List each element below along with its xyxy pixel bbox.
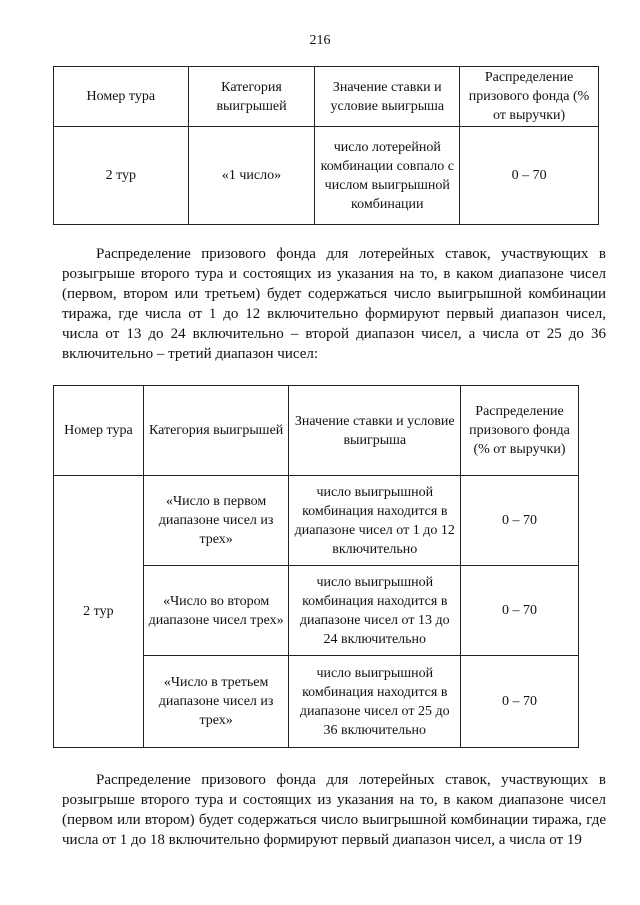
cell-category: «Число в третьем диапазоне чисел из трех» [143,656,289,748]
header-prize-distribution: Распределение призового фонда (% от выручки) [460,67,599,127]
header-prize-distribution: Распределение призового фонда (% от выручки) [461,386,579,476]
header-win-category: Категория выигрышей [188,67,315,127]
cell-condition: число выигрышной комбинация находится в диапазоне чисел от 25 до 36 включительно [289,656,461,748]
cell-category: «Число в первом диапазоне чисел из трех» [143,476,289,566]
paragraph-range-two: Распределение призового фонда для лотерейных ставок, участвующих в розыгрыше второго тура и состоящих из указания на то, в каком диапазоне чисел (первом или втором) будет содержаться число выигрышной комбинации тиража, где числа от 1 до 18 включительно формируют первый диапазон чисел, а числа от 19 [62,772,606,848]
cell-category: «1 число» [188,127,315,225]
paragraph-range-three: Распределение призового фонда для лотерейных ставок, участвующих в розыгрыше второго тура и состоящих из указания на то, в каком диапазоне чисел (первом, втором или третьем) будет содержаться число выигрышной комбинации тиража, где числа от 1 до 12 включительно формируют первый диапазон чисел, числа от 13 до 24 включительно – второй диапазон чисел, а числа от 25 до 36 включительно – третий диапазон чисел: [62,246,606,362]
cell-tour: 2 тур [54,127,189,225]
cell-distribution: 0 – 70 [460,127,599,225]
cell-category: «Число во втором диапазоне чисел трех» [143,566,289,656]
cell-distribution: 0 – 70 [461,656,579,748]
header-bet-condition: Значение ставки и условие выигрыша [289,386,461,476]
cell-condition: число лотерейной комбинации совпало с числом выигрышной комбинации [315,127,460,225]
table-row [54,127,599,225]
cell-condition: число выигрышной комбинация находится в диапазоне чисел от 1 до 12 включительно [289,476,461,566]
header-tour-number: Номер тура [54,386,144,476]
table-header-row [54,67,599,127]
page-number: 216 [309,33,331,48]
prize-fund-table-three-ranges [53,385,579,748]
prize-fund-table-single-number [53,66,599,225]
cell-condition: число выигрышной комбинация находится в диапазоне чисел от 13 до 24 включительно [289,566,461,656]
table-header-row [54,386,579,476]
cell-distribution: 0 – 70 [461,566,579,656]
cell-distribution: 0 – 70 [461,476,579,566]
header-bet-condition: Значение ставки и условие выигрыша [315,67,460,127]
cell-tour: 2 тур [54,476,144,748]
header-win-category: Категория выигрышей [143,386,289,476]
table-row [54,476,579,566]
header-tour-number: Номер тура [54,67,189,127]
